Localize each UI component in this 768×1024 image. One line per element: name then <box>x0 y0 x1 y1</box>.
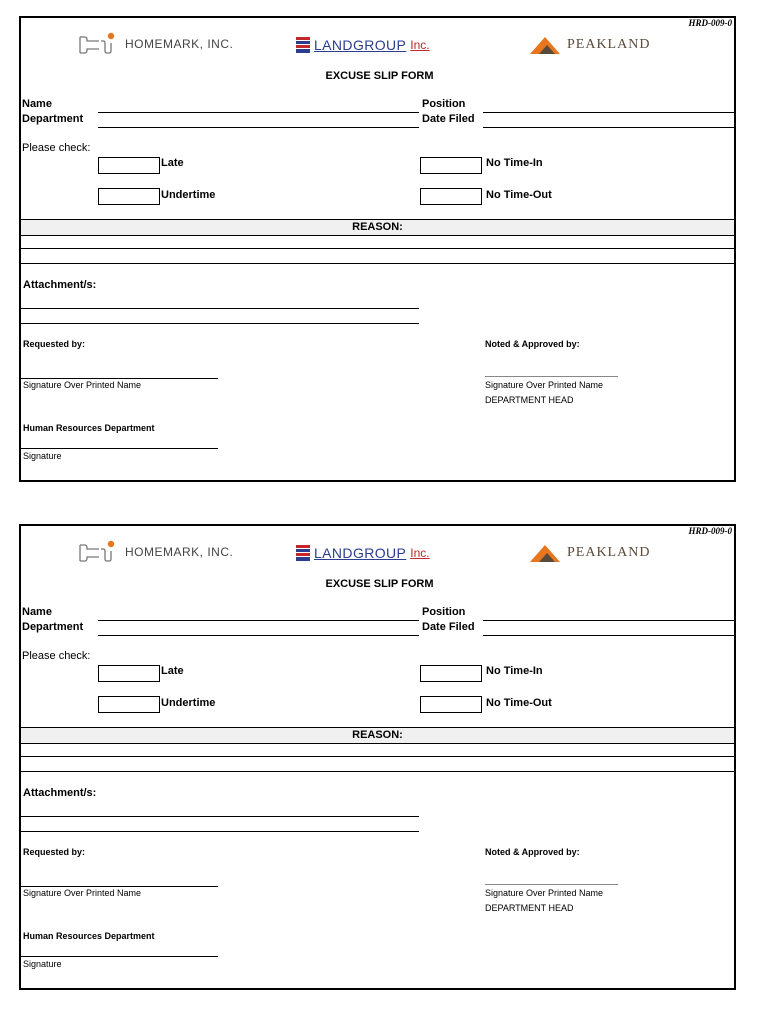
please-check-label: Please check: <box>22 650 91 662</box>
peakland-logo <box>529 538 650 568</box>
date-filed-label: Date Filed <box>422 113 475 125</box>
no-time-out-label: No Time-Out <box>486 189 552 201</box>
attachment-line[interactable] <box>21 816 419 817</box>
undertime-checkbox[interactable] <box>98 696 160 713</box>
date-filed-field[interactable] <box>483 635 735 636</box>
form-code: HRD-009-0 <box>688 18 732 28</box>
no-time-in-label: No Time-In <box>486 665 543 677</box>
no-time-in-checkbox[interactable] <box>420 157 482 174</box>
form-code: HRD-009-0 <box>688 526 732 536</box>
landgroup-name: LANDGROUP <box>314 545 407 561</box>
department-field[interactable] <box>98 635 419 636</box>
date-filed-label: Date Filed <box>422 621 475 633</box>
requester-signature-line[interactable] <box>21 378 218 379</box>
department-head-caption: DEPARTMENT HEAD <box>485 903 574 913</box>
peakland-name: PEAKLAND <box>567 545 651 560</box>
landgroup-logo <box>295 34 430 56</box>
late-checkbox[interactable] <box>98 157 160 174</box>
homemark-logo <box>77 538 233 566</box>
excuse-slip-2 <box>19 524 736 990</box>
hr-signature-caption: Signature <box>23 451 62 461</box>
reason-line[interactable] <box>21 756 734 757</box>
late-checkbox[interactable] <box>98 665 160 682</box>
undertime-label: Undertime <box>161 189 216 201</box>
reason-header: REASON: <box>21 727 734 744</box>
hr-department-label: Human Resources Department <box>23 423 155 433</box>
position-label: Position <box>422 606 466 618</box>
noted-approved-label: Noted & Approved by: <box>485 339 580 349</box>
approver-signature-line[interactable] <box>485 884 618 885</box>
peakland-mountain-icon <box>529 543 561 563</box>
requester-signature-caption: Signature Over Printed Name <box>23 888 142 898</box>
department-head-caption: DEPARTMENT HEAD <box>485 395 574 405</box>
homemark-icon <box>77 31 117 57</box>
hr-department-label: Human Resources Department <box>23 931 155 941</box>
peakland-mountain-icon <box>529 35 561 55</box>
name-label: Name <box>22 606 52 618</box>
landgroup-logo <box>295 542 430 564</box>
attachments-label: Attachment/s: <box>23 787 97 799</box>
department-label: Department <box>22 621 84 633</box>
reason-line[interactable] <box>21 248 734 249</box>
landgroup-name: LANDGROUP <box>314 37 407 53</box>
attachments-label: Attachment/s: <box>23 279 97 291</box>
homemark-name: HOMEMARK, INC. <box>125 37 234 51</box>
homemark-logo <box>77 30 233 58</box>
landgroup-suffix: Inc. <box>410 38 430 52</box>
reason-line[interactable] <box>21 263 734 264</box>
approver-signature-caption: Signature Over Printed Name <box>485 888 604 898</box>
homemark-icon <box>77 539 117 565</box>
form-title: EXCUSE SLIP FORM <box>325 70 434 82</box>
attachment-line[interactable] <box>21 308 419 309</box>
hr-signature-line[interactable] <box>21 448 218 449</box>
landgroup-icon <box>295 36 311 54</box>
attachment-line[interactable] <box>21 831 419 832</box>
hr-signature-line[interactable] <box>21 956 218 957</box>
landgroup-suffix: Inc. <box>410 546 430 560</box>
approver-signature-line[interactable] <box>485 376 618 377</box>
name-field[interactable] <box>98 620 419 621</box>
late-label: Late <box>161 157 184 169</box>
reason-line[interactable] <box>21 771 734 772</box>
requested-by-label: Requested by: <box>23 847 86 857</box>
requested-by-label: Requested by: <box>23 339 86 349</box>
peakland-logo <box>529 30 650 60</box>
no-time-out-checkbox[interactable] <box>420 696 482 713</box>
approver-signature-caption: Signature Over Printed Name <box>485 380 604 390</box>
excuse-slip-1 <box>19 16 736 482</box>
reason-header: REASON: <box>21 219 734 236</box>
date-filed-field[interactable] <box>483 127 735 128</box>
undertime-checkbox[interactable] <box>98 188 160 205</box>
form-title: EXCUSE SLIP FORM <box>325 578 434 590</box>
peakland-name: PEAKLAND <box>567 37 651 52</box>
no-time-in-checkbox[interactable] <box>420 665 482 682</box>
noted-approved-label: Noted & Approved by: <box>485 847 580 857</box>
please-check-label: Please check: <box>22 142 91 154</box>
position-field[interactable] <box>483 620 735 621</box>
name-field[interactable] <box>98 112 419 113</box>
no-time-out-checkbox[interactable] <box>420 188 482 205</box>
name-label: Name <box>22 98 52 110</box>
landgroup-icon <box>295 544 311 562</box>
hr-signature-caption: Signature <box>23 959 62 969</box>
position-label: Position <box>422 98 466 110</box>
late-label: Late <box>161 665 184 677</box>
requester-signature-caption: Signature Over Printed Name <box>23 380 142 390</box>
requester-signature-line[interactable] <box>21 886 218 887</box>
department-field[interactable] <box>98 127 419 128</box>
attachment-line[interactable] <box>21 323 419 324</box>
homemark-name: HOMEMARK, INC. <box>125 545 234 559</box>
undertime-label: Undertime <box>161 697 216 709</box>
position-field[interactable] <box>483 112 735 113</box>
no-time-out-label: No Time-Out <box>486 697 552 709</box>
no-time-in-label: No Time-In <box>486 157 543 169</box>
department-label: Department <box>22 113 84 125</box>
